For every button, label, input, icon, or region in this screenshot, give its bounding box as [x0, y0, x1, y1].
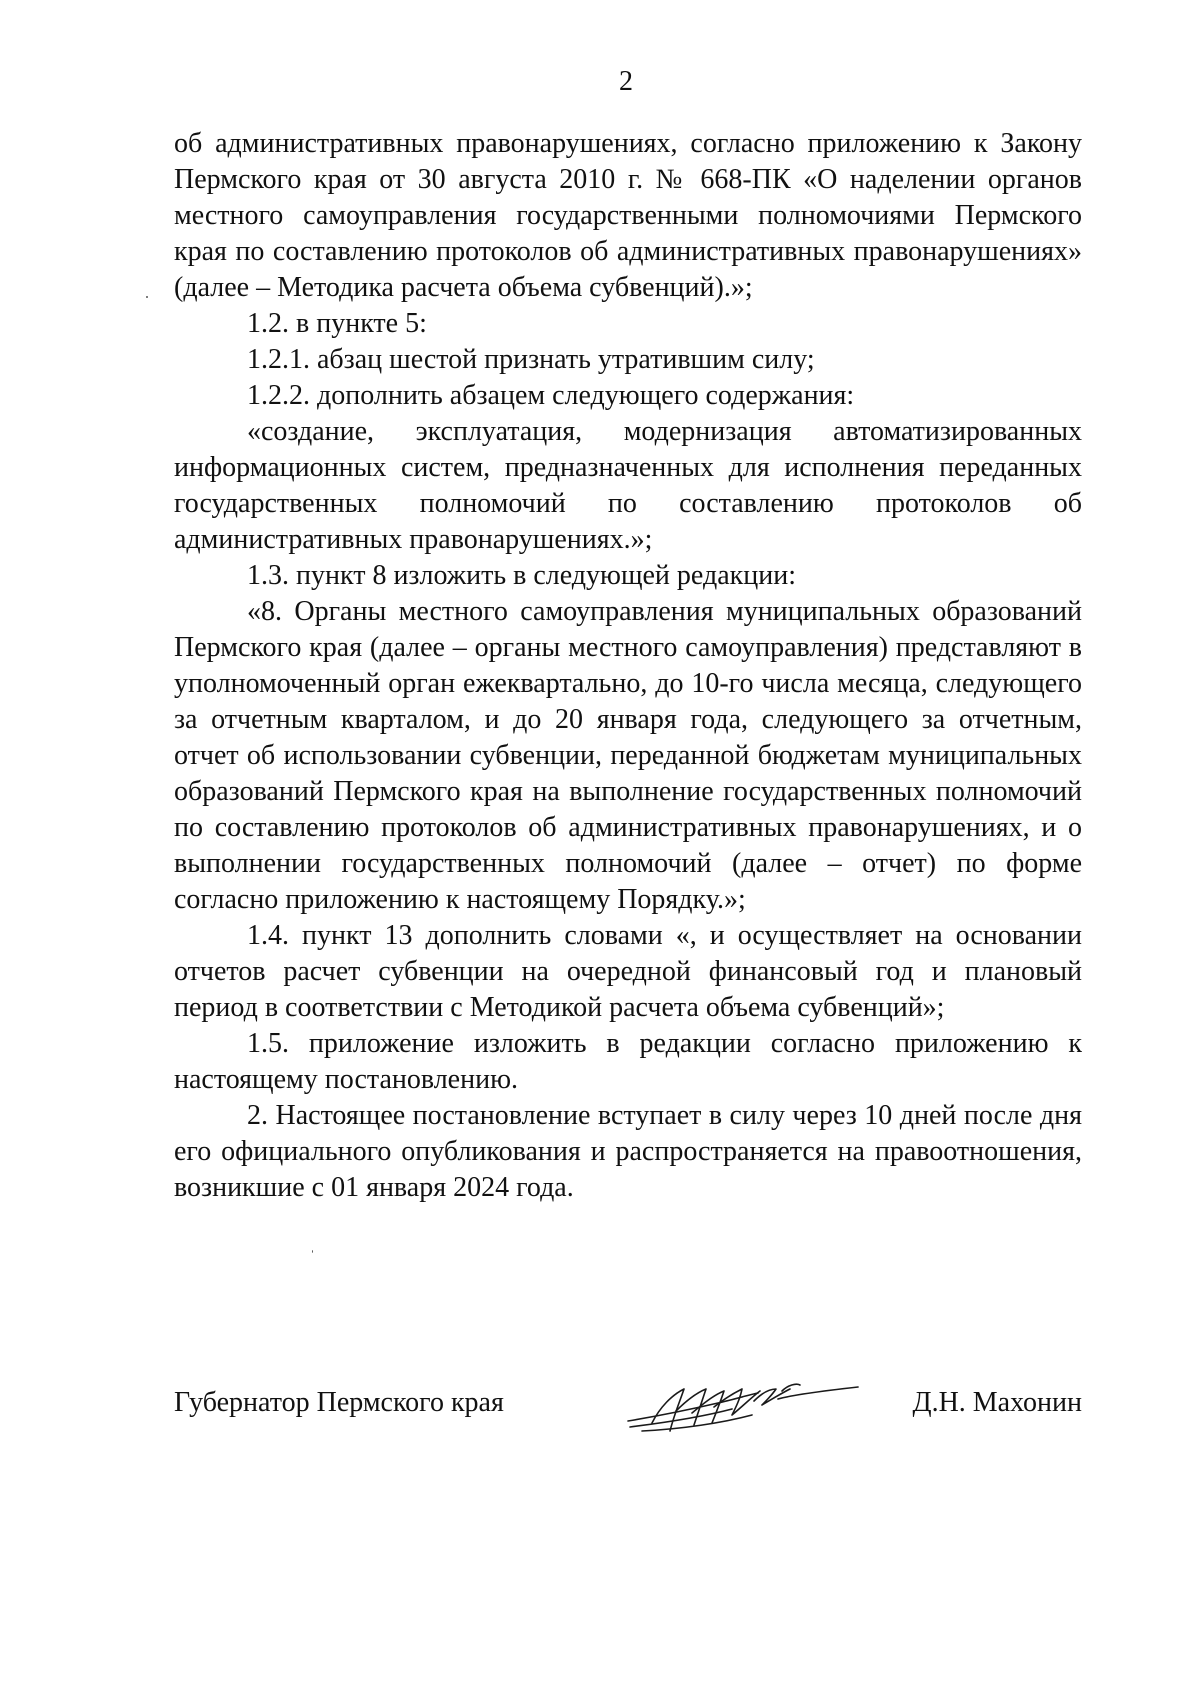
signatory-position: Губернатор Пермского края	[174, 1387, 504, 1418]
paragraph-1-4: 1.4. пункт 13 дополнить словами «, и осуществляет на основании отчетов расчет субвенции на очередной финансовый год и плановый период в соответствии с Методикой расчета объема субвенций»;	[174, 920, 1082, 1023]
scan-speck	[312, 1250, 313, 1253]
paragraph-1-2-1: 1.2.1. абзац шестой признать утратившим силу;	[247, 344, 815, 375]
signatory-name: Д.Н. Махонин	[912, 1387, 1082, 1418]
paragraph-2: 2. Настоящее постановление вступает в силу через 10 дней после дня его официального опубликования и распространяется на правоотношения, возникшие с 01 января 2024 года.	[174, 1100, 1082, 1203]
paragraph-quoted-insertion: «создание, эксплуатация, модернизация автоматизированных информационных систем, предназначенных для исполнения переданных государственных полномочий по составлению протоколов об административных правонарушениях.»;	[174, 416, 1082, 555]
paragraph-point-8: «8. Органы местного самоуправления муниципальных образований Пермского края (далее – органы местного самоуправления) представляют в уполномоченный орган ежеквартально, до 10-го числа месяца, следующего за отчетным кварталом, и до 20 января года, следующего за отчетным, отчет об использовании субвенции, переданной бюджетам муниципальных образований Пермского края на выполнение государственных полномочий по составлению протоколов об административных правонарушениях, и о выполнении государственных полномочий (далее – отчет) по форме согласно приложению к настоящему Порядку.»;	[174, 596, 1082, 915]
signature-block	[174, 1385, 1082, 1435]
document-body	[174, 126, 1082, 1206]
paragraph-1-3: 1.3. пункт 8 изложить в следующей редакции:	[247, 560, 796, 591]
scan-speck	[146, 296, 148, 298]
paragraph-1-2-2: 1.2.2. дополнить абзацем следующего содержания:	[247, 380, 855, 411]
paragraph-1-5: 1.5. приложение изложить в редакции согласно приложению к настоящему постановлению.	[174, 1028, 1082, 1095]
page-number: 2	[619, 66, 633, 97]
paragraph-1-2: 1.2. в пункте 5:	[247, 308, 427, 339]
paragraph-continuation: об административных правонарушениях, согласно приложению к Закону Пермского края от 30 августа 2010 г. № 668-ПК «О наделении органов местного самоуправления государственными полномочиями Пермского края по составлению протоколов об административных правонарушениях» (далее – Методика расчета объема субвенций).»;	[174, 128, 1082, 303]
handwritten-signature	[622, 1373, 862, 1443]
